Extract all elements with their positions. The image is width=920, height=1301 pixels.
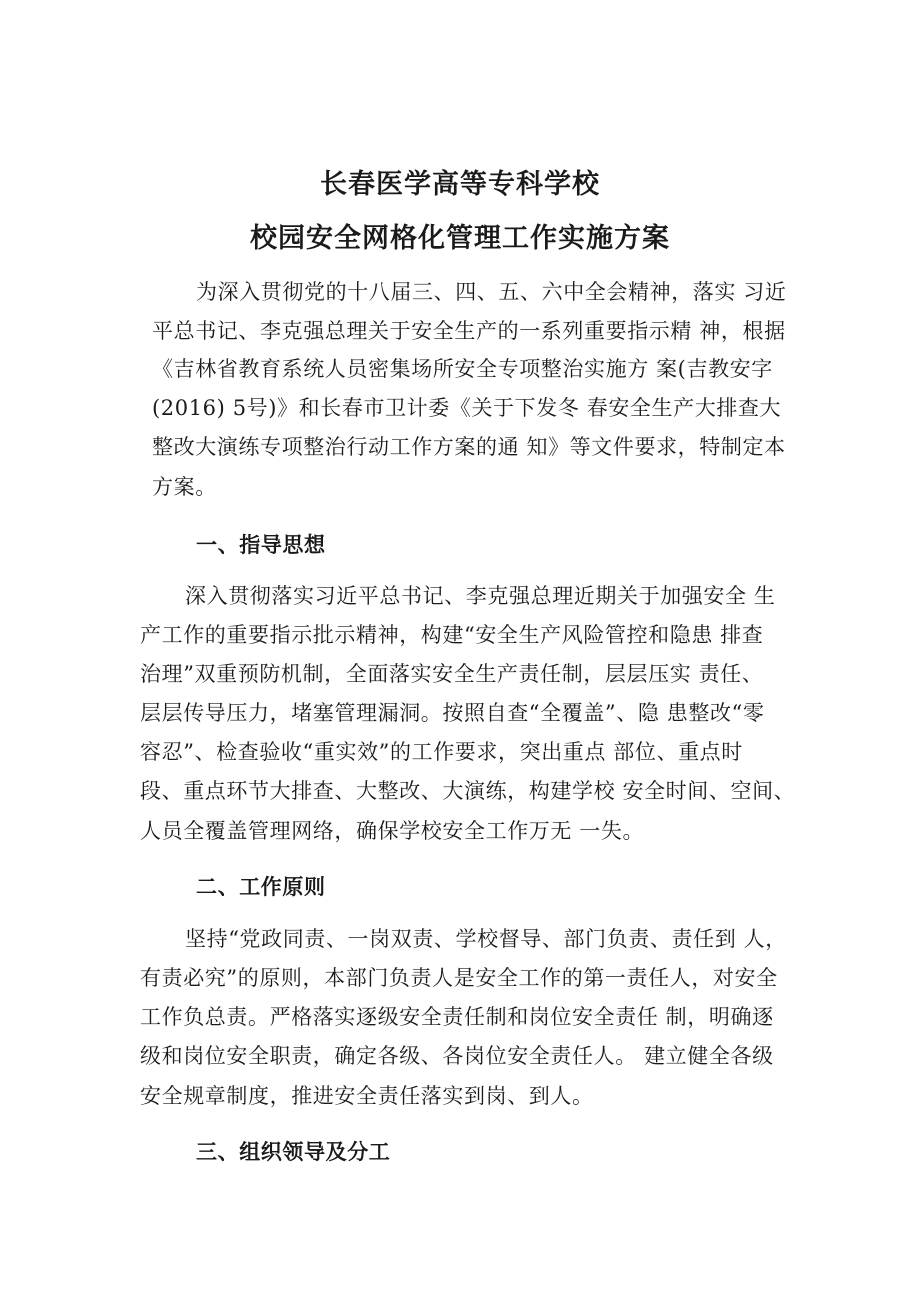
paragraph-line: 有责必究”的原则，本部门负责人是安全工作的第一责任人，对安全 <box>140 966 778 990</box>
document-title-plan: 校园安全网格化管理工作实施方案 <box>250 223 670 254</box>
paragraph-line: 《吉林省教育系统人员密集场所安全专项整治实施方 案(吉教安字 <box>152 357 773 381</box>
paragraph-line: 产工作的重要指示批示精神，构建“安全生产风险管控和隐患 排查 <box>140 623 764 647</box>
paragraph-line: 段、重点环节大排查、大整改、大演练，构建学校 安全时间、空间、 <box>140 779 796 803</box>
document-title-school: 长春医学高等专科学校 <box>320 169 600 200</box>
section-heading-work-principles: 二、工作原则 <box>196 874 326 899</box>
paragraph-line: 方案。 <box>152 475 217 499</box>
paragraph-line: 深入贯彻落实习近平总书记、李克强总理近期关于加强安全 生 <box>185 584 776 608</box>
paragraph-line: 工作负总责。严格落实逐级安全责任制和岗位安全责任 制，明确逐 <box>140 1005 774 1029</box>
paragraph-line: 安全规章制度，推进安全责任落实到岗、到人。 <box>140 1084 594 1108</box>
paragraph-line: 整改大演练专项整治行动工作方案的通 知》等文件要求，特制定本 <box>152 435 786 459</box>
paragraph-line: (2016) 5号)》和长春市卫计委《关于下发冬 春安全生产大排查大 <box>152 396 782 420</box>
section-heading-organization: 三、组织领导及分工 <box>196 1139 391 1164</box>
paragraph-line: 平总书记、李克强总理关于安全生产的一系列重要指示精 神，根据 <box>152 319 786 343</box>
paragraph-line: 治理”双重预防机制，全面落实安全生产责任制，层层压实 责任、 <box>140 662 764 686</box>
paragraph-line: 容忍”、检查验收“重实效”的工作要求，突出重点 部位、重点时 <box>140 740 743 764</box>
paragraph-line: 级和岗位安全职责，确定各级、各岗位安全责任人。 建立健全各级 <box>140 1044 774 1068</box>
paragraph-line: 人员全覆盖管理网络，确保学校安全工作万无 一失。 <box>140 819 645 843</box>
paragraph-line: 坚持“党政同责、一岗双责、学校督导、部门负责、责任到 人， <box>185 927 787 951</box>
paragraph-line: 为深入贯彻党的十八届三、四、五、六中全会精神，落实 习近 <box>196 280 787 304</box>
paragraph-line: 层层传导压力，堵塞管理漏洞。按照自查“全覆盖”、隐 患整改“零 <box>140 701 765 725</box>
section-heading-guiding-ideology: 一、指导思想 <box>196 532 326 557</box>
